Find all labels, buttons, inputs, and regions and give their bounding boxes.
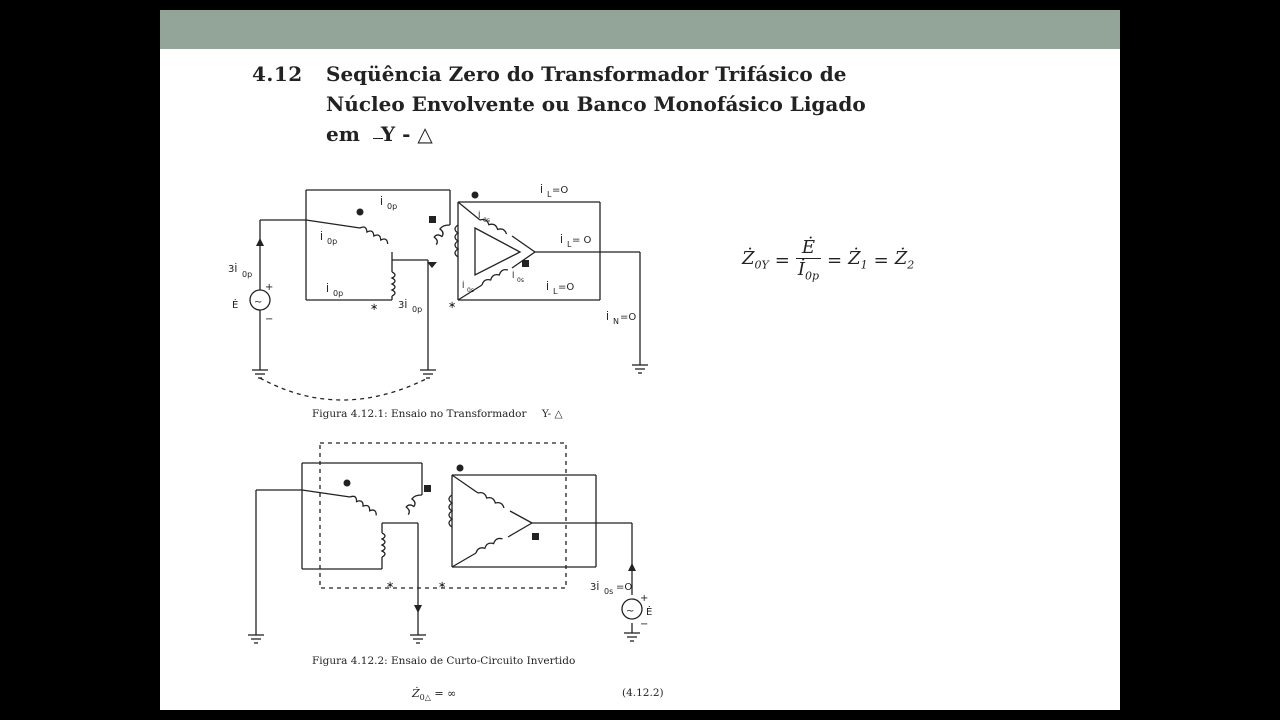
- fig1-minus: −: [265, 314, 274, 325]
- fig1-il-mid-val: = O: [572, 235, 592, 246]
- fig1-in-sub: N: [613, 317, 619, 326]
- fig2-source-current-sub: 0s: [604, 587, 614, 596]
- fig2-asterisk-right: ∗: [438, 580, 447, 591]
- eq-z2: $Ż_2$: [894, 248, 915, 272]
- fig1-delta-current-top-sub: 0s: [483, 217, 490, 224]
- eq-bottom-lhs-sub: 0△: [419, 693, 431, 703]
- eq-sign-2: =: [827, 249, 843, 271]
- title-connection-text: Y - △: [380, 122, 433, 146]
- section-title-line-3: [326, 122, 433, 146]
- fig1-source-current-sub: 0p: [242, 270, 253, 279]
- figure-2-caption: Figura 4.12.2: Ensaio de Curto-Circuito Invertido: [312, 655, 576, 667]
- equation-bottom: [412, 687, 456, 702]
- section-title-line-2: Núcleo Envolvente ou Banco Monofásico Ligado: [326, 92, 866, 116]
- fig1-il-top-sub: L: [547, 190, 552, 199]
- svg-text:~: ~: [254, 297, 263, 308]
- eq-bottom-lhs: Ż: [412, 687, 420, 700]
- fig1-il-bot-sub: L: [553, 287, 558, 296]
- figure-1-caption-text: Figura 4.12.1: Ensaio no Transformador: [312, 408, 527, 420]
- eq-sign-3: =: [873, 249, 889, 271]
- fig1-il-top-val: =O: [552, 185, 569, 196]
- figure-1-caption: [312, 408, 563, 420]
- fig1-neutral-current: 3İ: [398, 300, 408, 311]
- fig1-plus: +: [265, 282, 274, 293]
- section-number: 4.12: [252, 62, 303, 86]
- fig2-minus: −: [640, 619, 649, 630]
- fig1-asterisk-right: ∗: [448, 300, 457, 311]
- fig1-i0p-top-sub: 0p: [387, 202, 398, 211]
- eq-numerator: Ė: [796, 237, 821, 259]
- fig1-i0p-left-sub: 0p: [327, 237, 338, 246]
- section-title-em: em: [326, 122, 360, 146]
- eq-denominator: $İ_{0p}$: [797, 259, 820, 283]
- fig1-i0p-bottom-sub: 0p: [333, 289, 344, 298]
- equation-number: (4.12.2): [622, 687, 664, 699]
- figure-1-caption-connection: Y- △: [541, 408, 563, 420]
- eq-bottom-rhs: = ∞: [434, 687, 457, 700]
- eq-lhs: $Ż_{0Y}$: [742, 248, 769, 272]
- slide-header-bar: [160, 10, 1120, 49]
- fig1-asterisk-left: ∗: [370, 302, 379, 313]
- fig1-i0p-top: İ: [380, 197, 383, 208]
- eq-fraction: [796, 237, 821, 283]
- svg-text:~: ~: [626, 606, 635, 617]
- fig1-il-bot-val: =O: [558, 282, 575, 293]
- fig1-il-mid-sub: L: [567, 240, 572, 249]
- fig2-plus: +: [640, 593, 649, 604]
- fig2-asterisk-left: ∗: [386, 580, 395, 591]
- title-connection: [381, 122, 433, 146]
- fig1-delta-current-left-sub: 0s: [467, 287, 474, 294]
- fig2-source-current-val: =O: [616, 582, 633, 593]
- fig1-delta-current-top: İ: [478, 211, 481, 220]
- fig2-source-current: 3İ: [590, 582, 600, 593]
- fig1-source-e: Ė: [232, 300, 239, 311]
- eq-z1: $Ż_1$: [848, 248, 868, 272]
- fig1-in: İ: [606, 312, 609, 323]
- fig1-delta-current-left: İ: [462, 281, 465, 290]
- fig1-delta-current-right-sub: 0s: [517, 277, 524, 284]
- fig1-il-bot: İ: [546, 282, 549, 293]
- fig1-in-val: =O: [620, 312, 637, 323]
- fig1-i0p-left: İ: [320, 232, 323, 243]
- fig1-delta-current-right: İ: [512, 271, 515, 280]
- figure-1-diagram: [220, 160, 670, 410]
- eq-sign-1: =: [774, 249, 790, 271]
- fig1-il-mid: İ: [560, 235, 563, 246]
- fig1-source-current: 3İ: [228, 264, 238, 275]
- figure-2-diagram: [240, 435, 670, 650]
- fig1-il-top: İ: [540, 185, 543, 196]
- section-title-line-1: Seqüência Zero do Transformador Trifásico de: [326, 62, 847, 86]
- fig2-source-e: Ė: [646, 607, 653, 618]
- fig1-neutral-current-sub: 0p: [412, 305, 423, 314]
- slide: [160, 10, 1120, 710]
- equation-main: [742, 230, 914, 290]
- grounded-y-symbol: [373, 138, 383, 144]
- fig1-i0p-bottom: İ: [326, 284, 329, 295]
